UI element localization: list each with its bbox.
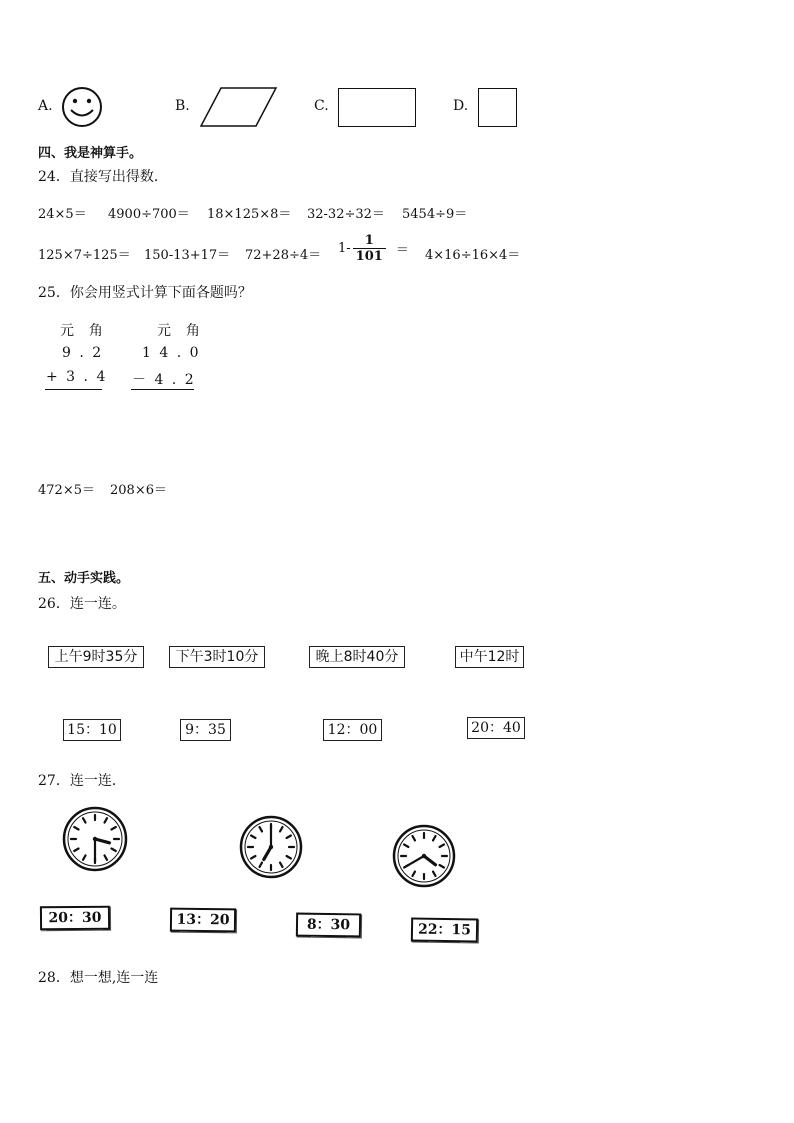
q27-digital-box-3: 8：30	[296, 913, 361, 938]
clock-2-icon	[238, 815, 304, 879]
square-shape	[478, 88, 517, 127]
rectangle-shape	[338, 88, 416, 127]
q26-bottom-box-1: 15：10	[63, 719, 121, 741]
clock-center	[422, 854, 426, 858]
q26-title: 26．连一连。	[38, 596, 126, 612]
q26-bottom-box-4: 20：40	[467, 717, 525, 739]
fraction-prefix: 1-	[338, 241, 351, 256]
option-a-label: A.	[38, 98, 53, 114]
q27-digital-box-1: 20：30	[40, 906, 110, 931]
q24-item-8: 72+28÷4＝	[245, 248, 322, 263]
fraction-equals: ＝	[395, 243, 409, 258]
section-5-title: 五、动手实践。	[38, 571, 130, 586]
clock-center	[269, 845, 273, 849]
q26-top-box-1: 上午9时35分	[48, 646, 144, 668]
fraction-numerator: 1	[364, 233, 374, 248]
option-b-label: B.	[175, 98, 190, 114]
vert2-bottom: － 4 . 2	[132, 372, 196, 388]
vert1-top: 9 . 2	[62, 345, 104, 361]
q24-item-3: 18×125×8＝	[207, 207, 292, 222]
option-c-label: C.	[314, 98, 329, 114]
q24-item-2: 4900÷700＝	[108, 207, 190, 222]
vert1-bottom: + 3 . 4	[46, 369, 108, 385]
section-4-title: 四、我是神算手。	[38, 146, 143, 161]
q25-item-2: 208×6＝	[110, 483, 167, 498]
clock-center	[93, 837, 97, 841]
q26-top-box-4: 中午12时	[455, 646, 524, 668]
q26-top-box-3: 晚上8时40分	[309, 646, 405, 668]
q24-item-1: 24×5＝	[38, 207, 87, 222]
option-d-label: D.	[453, 98, 469, 114]
fraction-denominator: 101	[353, 248, 386, 263]
vert2-underline	[131, 389, 194, 390]
vert1-header: 元 角	[60, 323, 105, 339]
q26-bottom-box-3: 12：00	[323, 719, 382, 741]
q26-top-box-2: 下午3时10分	[169, 646, 265, 668]
q26-bottom-box-2: 9：35	[180, 719, 231, 741]
q25-title: 25．你会用竖式计算下面各题吗？	[38, 285, 252, 301]
clock-3-icon	[391, 824, 457, 888]
vert2-header: 元 角	[157, 323, 202, 339]
q24-item-6: 125×7÷125＝	[38, 248, 131, 263]
q24-item-7: 150-13+17＝	[144, 248, 231, 263]
q24-item-10: 4×16÷16×4＝	[425, 248, 521, 263]
q27-title: 27．连一连．	[38, 773, 126, 789]
q25-item-1: 472×5＝	[38, 483, 95, 498]
q24-item-5: 5454÷9＝	[402, 207, 468, 222]
q24-item-4: 32-32÷32＝	[307, 207, 385, 222]
clock-1-icon	[61, 806, 129, 872]
parallelogram-shape	[199, 86, 279, 128]
q28-title: 28．想一想,连一连	[38, 970, 159, 986]
fraction	[353, 234, 386, 263]
vert2-top: 1 4 . 0	[142, 345, 201, 361]
q24-item-9	[338, 234, 409, 263]
smiley-face-icon	[60, 86, 104, 128]
q24-title: 24．直接写出得数．	[38, 169, 168, 185]
q27-digital-box-4: 22：15	[411, 917, 478, 942]
q27-digital-box-2: 13：20	[170, 908, 236, 933]
vert1-underline	[45, 389, 102, 390]
